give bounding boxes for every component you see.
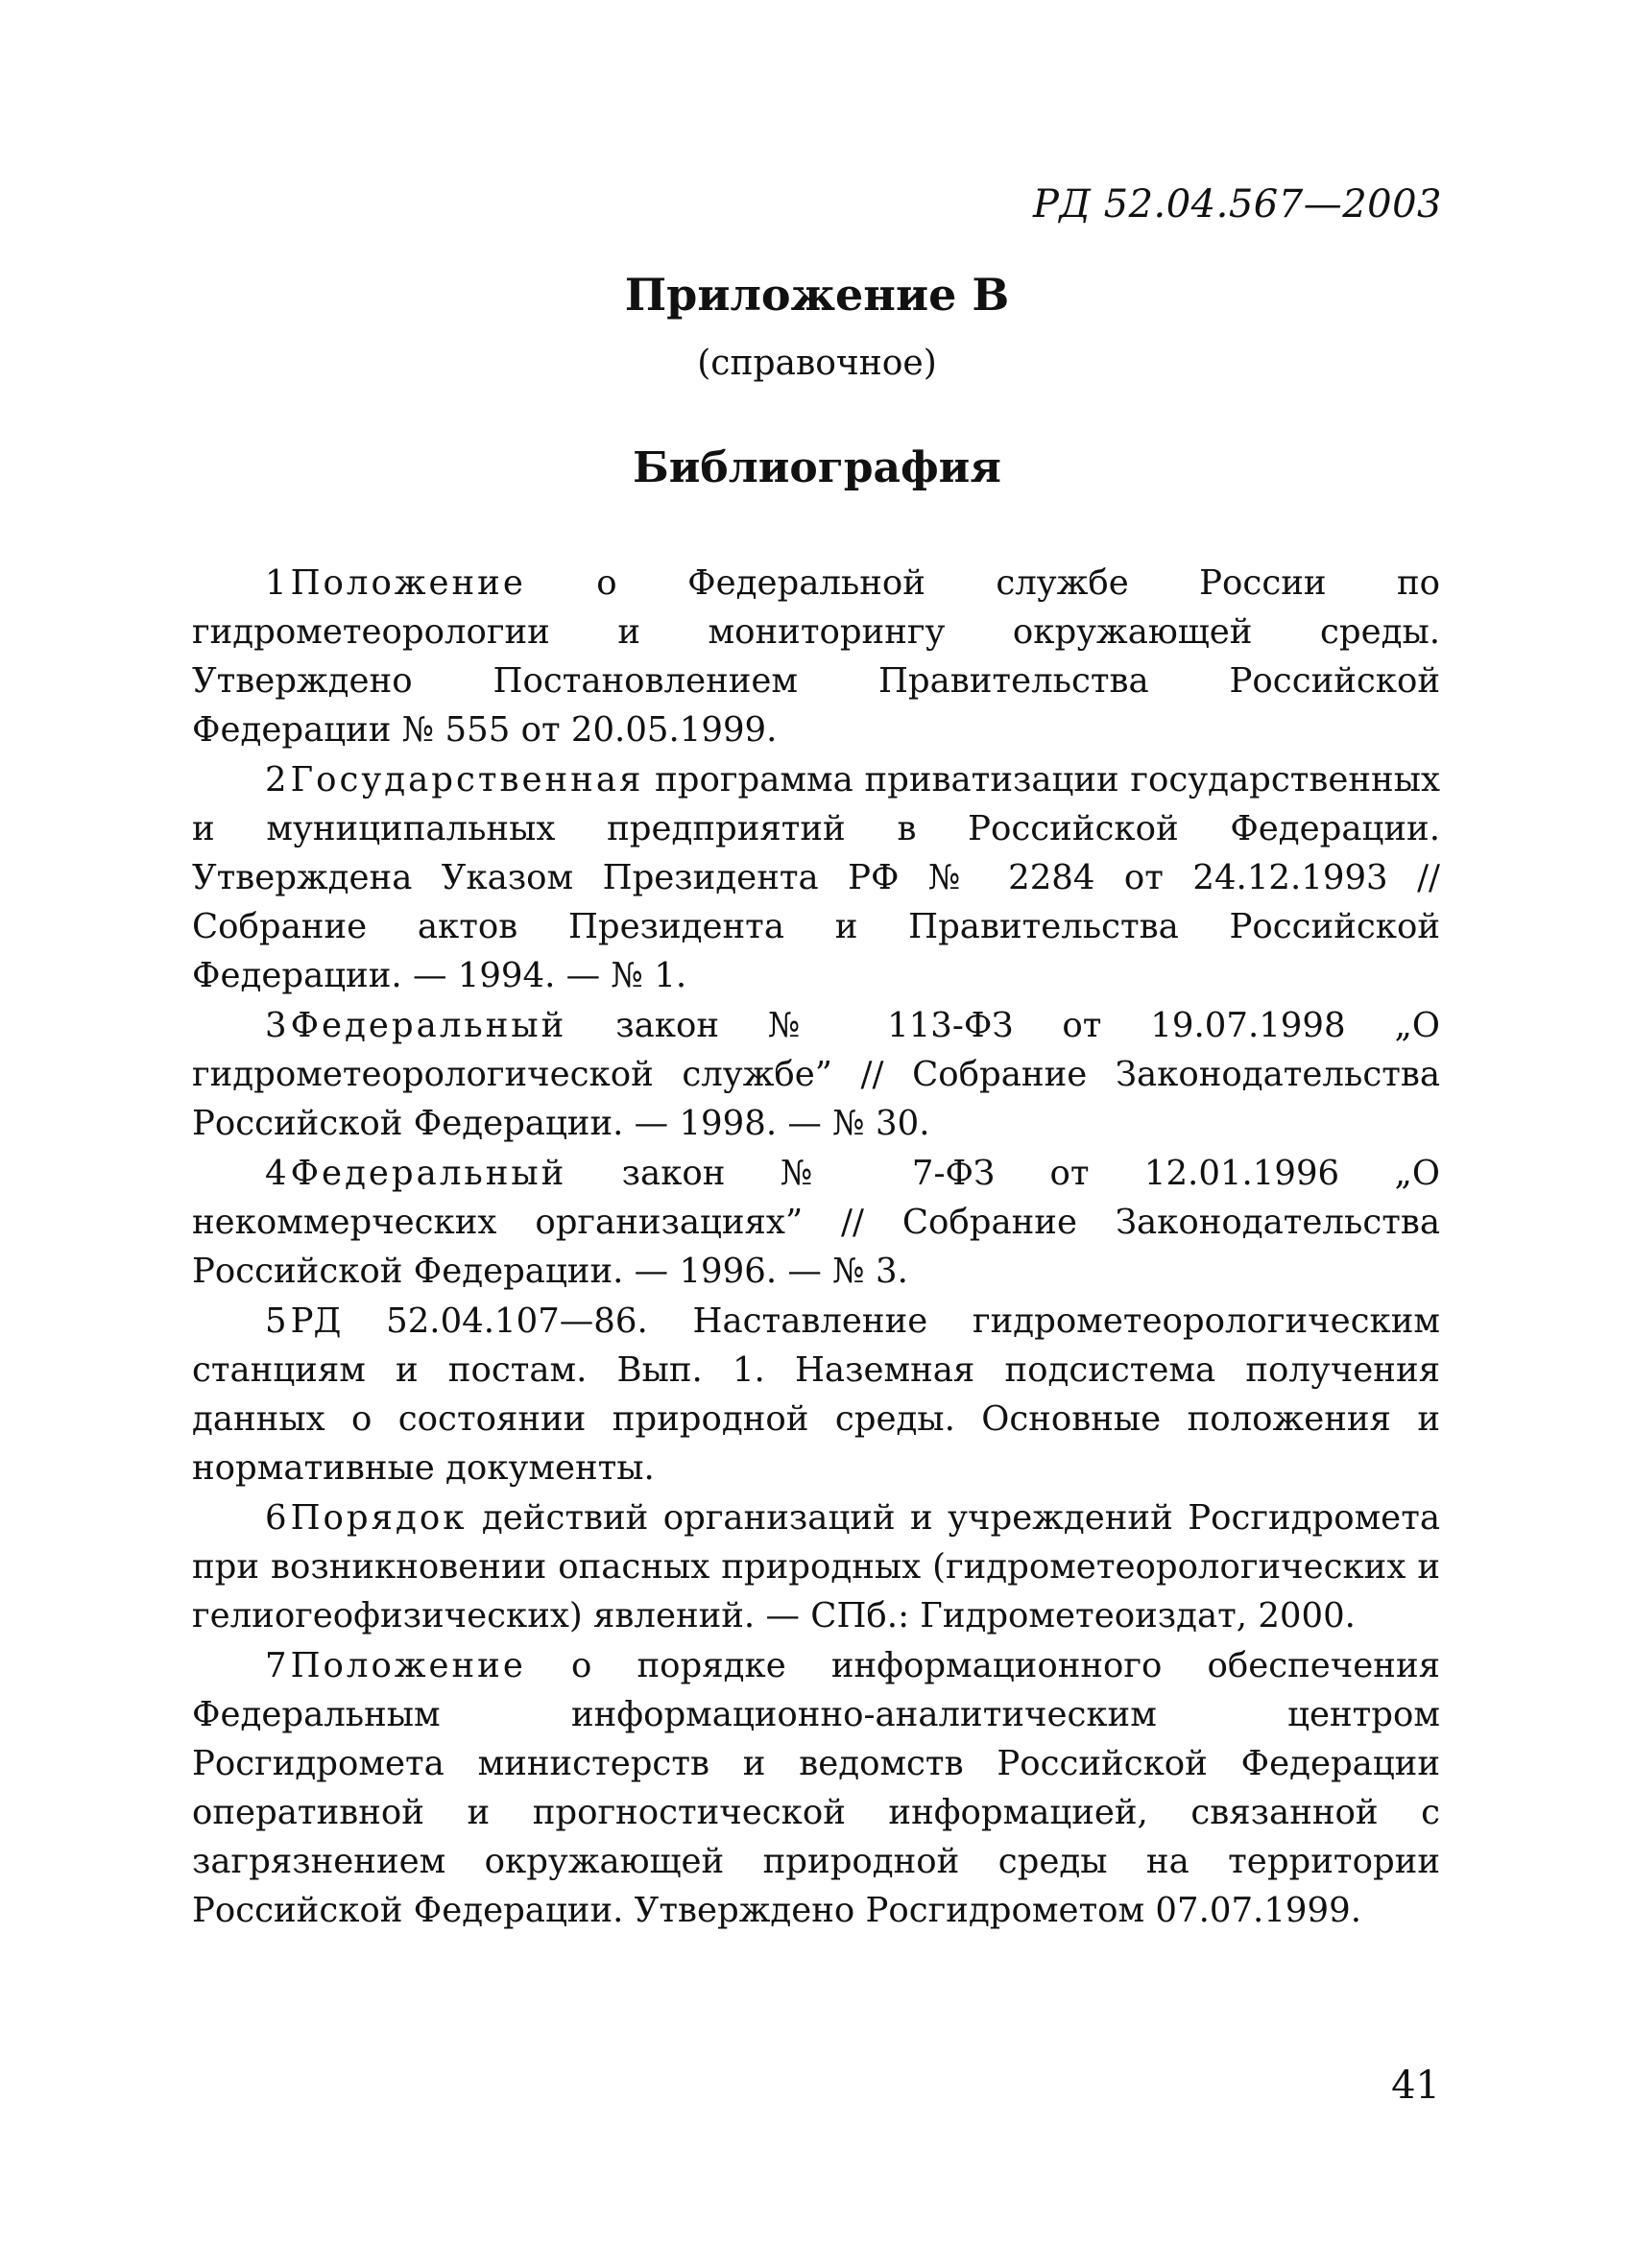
bibliography-item-number: 3 — [265, 1006, 287, 1045]
bibliography-item-lead: Порядок — [290, 1498, 468, 1538]
bibliography-item — [192, 1297, 1440, 1492]
bibliography-item — [192, 1641, 1440, 1935]
bibliography-item-lead: Государственная — [290, 760, 644, 800]
bibliography-item-number: 5 — [265, 1301, 287, 1341]
bibliography-item-lead: Федеральный — [290, 1154, 567, 1193]
bibliography-item — [192, 1001, 1440, 1148]
page-number: 41 — [1391, 2064, 1440, 2108]
bibliography-item-number: 1 — [265, 563, 287, 603]
bibliography-item-text: 52.04.107—86. Наставление гидрометеорологическим станциям и постам. Вып. 1. Наземная подсистема получения данных о состоянии природной среды. Основные положения и нормативные документы. — [192, 1301, 1440, 1488]
bibliography-item — [192, 755, 1440, 1000]
bibliography-item-number: 6 — [265, 1498, 287, 1538]
bibliography-item-text: закон № 7-ФЗ от 12.01.1996 „О некоммерческих организациях” // Собрание Законодательства Российской Федерации. — 1996. — № 3. — [192, 1154, 1440, 1291]
bibliography-item-lead: РД — [290, 1301, 342, 1341]
bibliography-item-lead: Положение — [290, 1646, 526, 1685]
bibliography-list — [192, 559, 1440, 1936]
bibliography-item-text: о Федеральной службе России по гидрометеорологии и мониторингу окружающей среды. Утверждено Постановлением Правительства Российской Федерации № 555 от 20.05.1999. — [192, 563, 1440, 750]
bibliography-item-number: 4 — [265, 1154, 287, 1193]
bibliography-item-text: программа приватизации государственных и муниципальных предприятий в Российской Федерации. Утверждена Указом Президента РФ № 2284 от 24.12.1993 // Собрание актов Президента и Правительства Российской Федерации. — 1994. — № 1. — [192, 760, 1440, 995]
bibliography-item-text: действий организаций и учреждений Росгидромета при возникновении опасных природных (гидрометеорологических и гелиогеофизических) явлений. — СПб.: Гидрометеоиздат, 2000. — [192, 1498, 1440, 1635]
bibliography-item-number: 7 — [265, 1646, 287, 1685]
bibliography-item-text: о порядке информационного обеспечения Федеральным информационно-аналитическим центром Росгидромета министерств и ведомств Российской Федерации оперативной и прогностической информацией, связанной с загрязнением окружающей природной среды на территории Российской Федерации. Утверждено Росгидрометом 07.07.1999. — [192, 1646, 1440, 1930]
bibliography-item-lead: Положение — [290, 563, 526, 603]
bibliography-item-lead: Федеральный — [290, 1006, 567, 1045]
document-code: РД 52.04.567—2003 — [1032, 182, 1442, 227]
section-title: Библиография — [633, 443, 1001, 492]
bibliography-item — [192, 1493, 1440, 1640]
bibliography-item — [192, 559, 1440, 754]
bibliography-item-number: 2 — [265, 760, 287, 800]
appendix-note: (справочное) — [697, 344, 937, 383]
bibliography-item-text: закон № 113-ФЗ от 19.07.1998 „О гидрометеорологической службе” // Собрание Законодательства Российской Федерации. — 1998. — № 30. — [192, 1006, 1440, 1143]
bibliography-item — [192, 1149, 1440, 1296]
appendix-title: Приложение В — [624, 269, 1010, 321]
